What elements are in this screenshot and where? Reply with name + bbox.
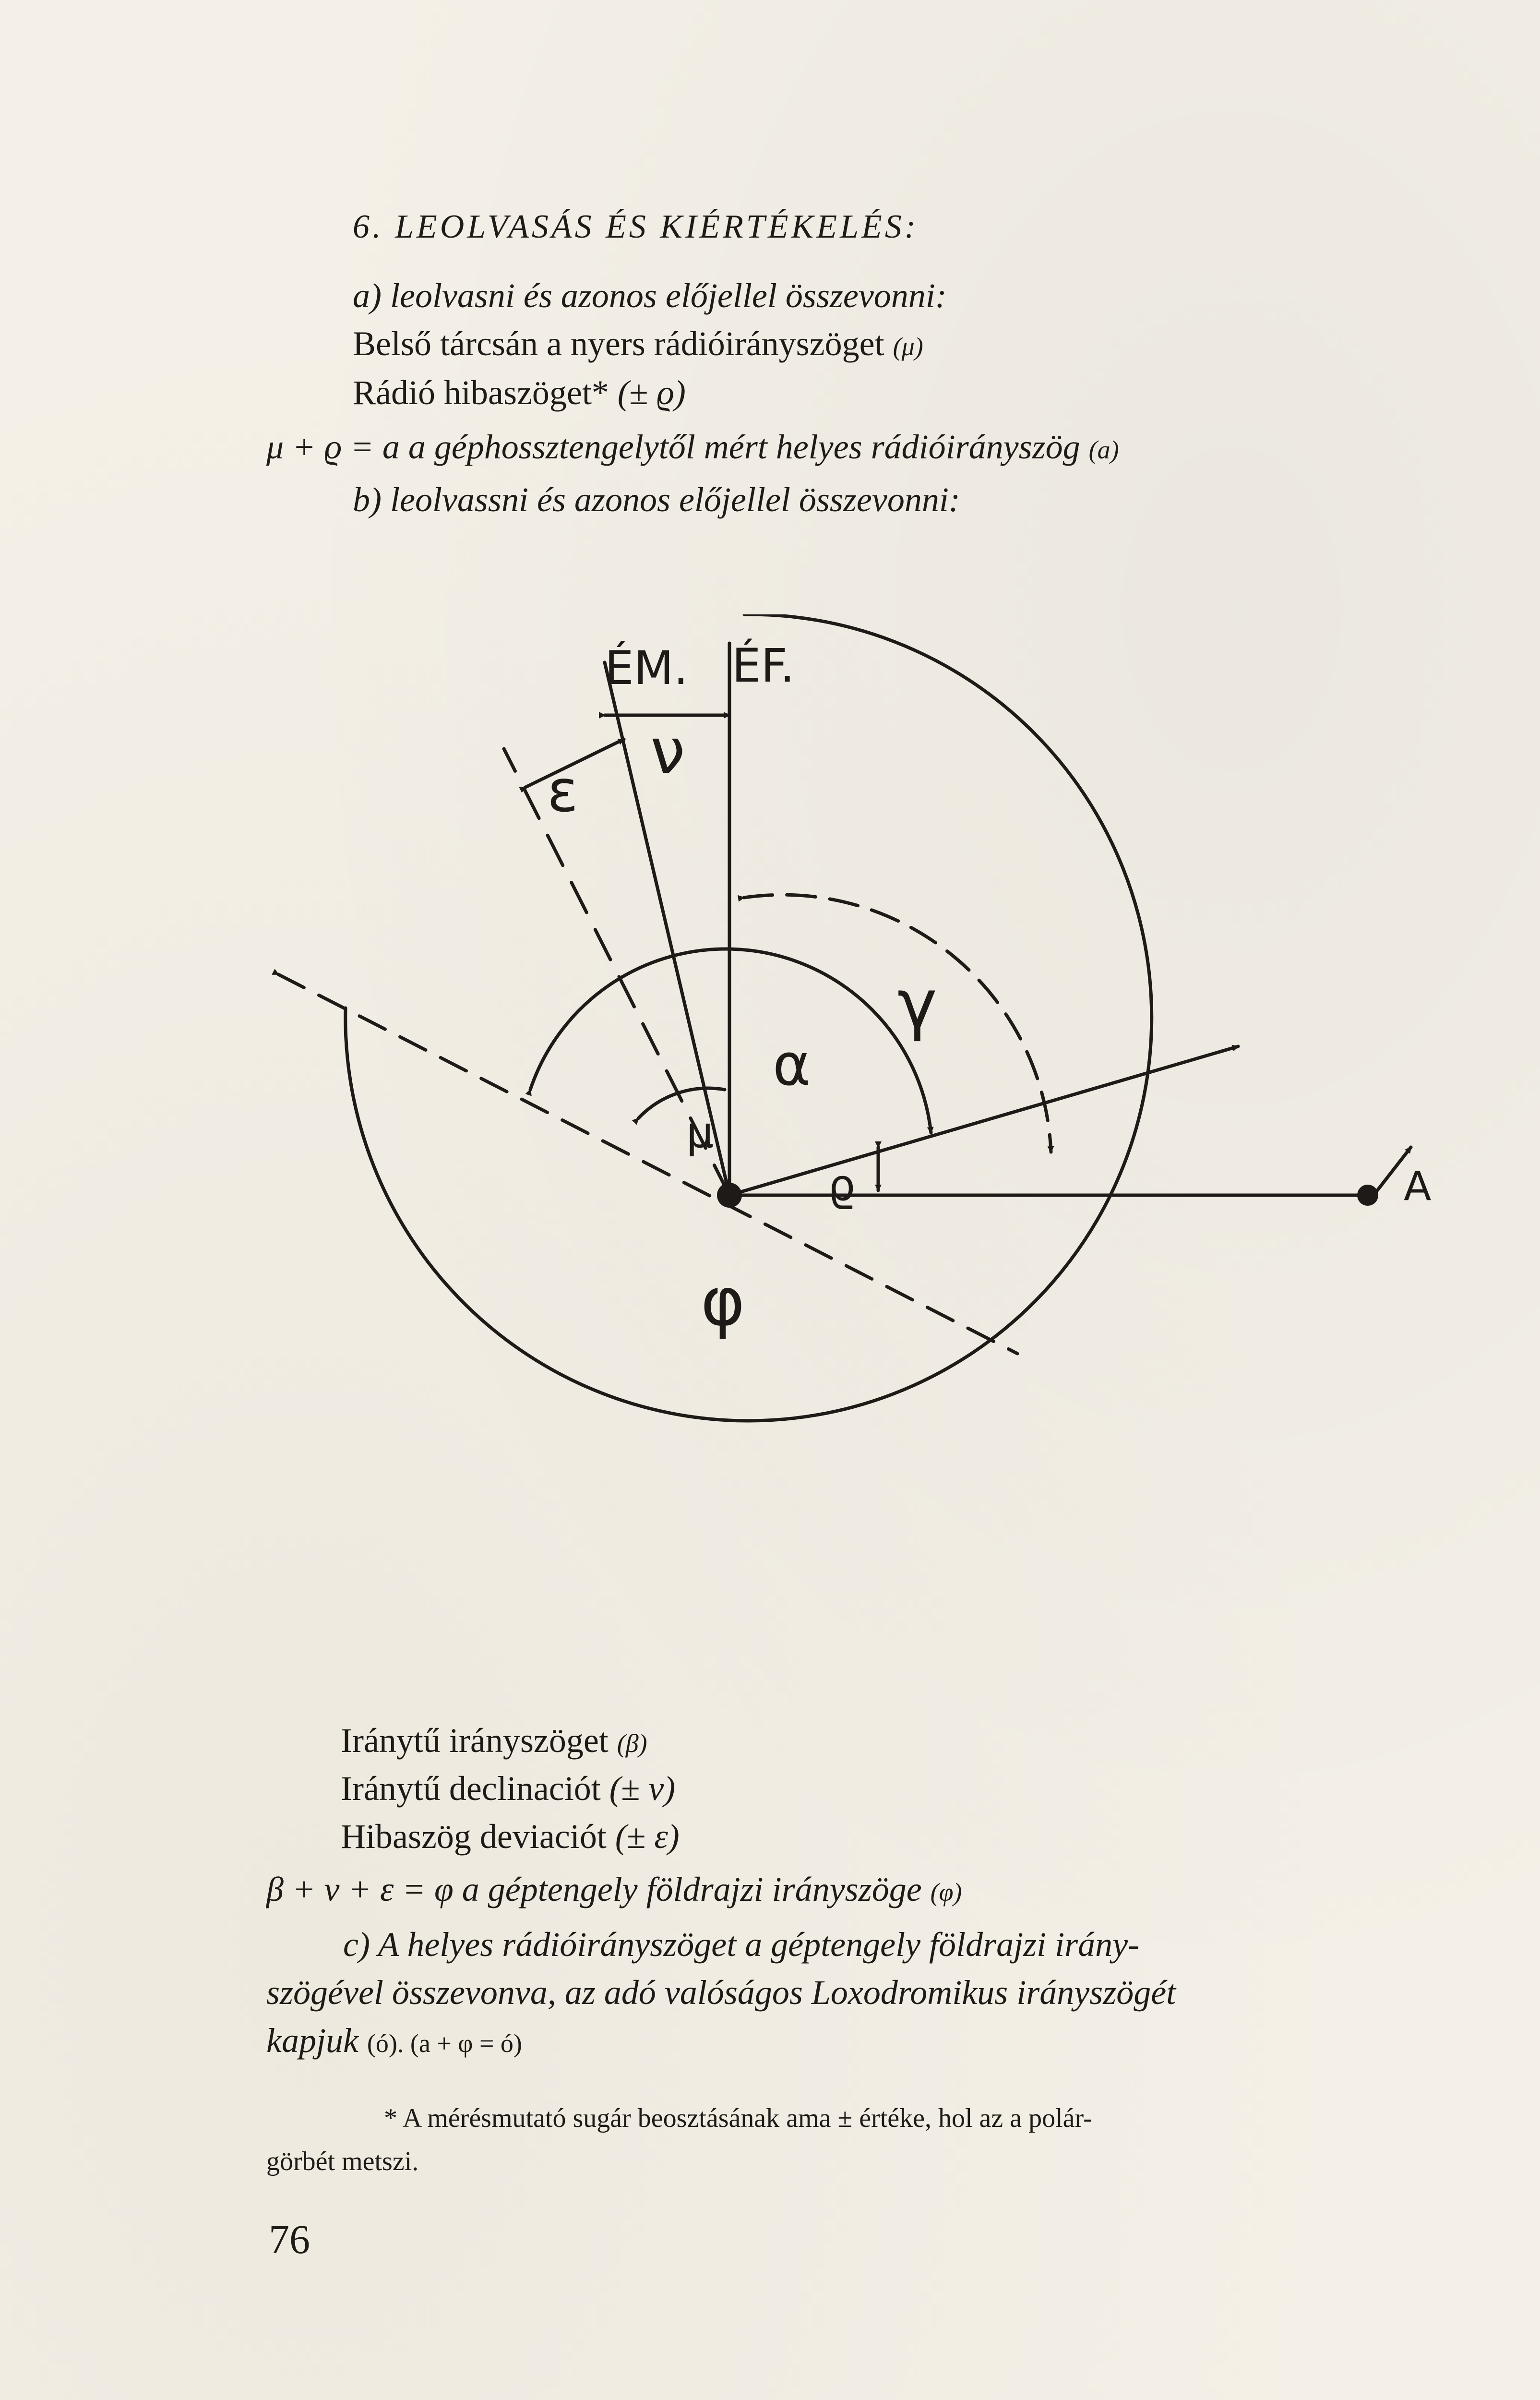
section-c-kapjuk: kapjuk [266, 2021, 358, 2060]
label-rho: ϱ [828, 1160, 856, 1211]
formula-phi-text: a géptengely földrajzi irányszöge [462, 1870, 922, 1908]
section-c-line3 [266, 2023, 522, 2058]
radio-error-line [353, 375, 686, 410]
deviation-symbol: (± ε) [615, 1817, 680, 1856]
radio-bearing-line [353, 326, 923, 361]
label-gamma: γ [897, 965, 937, 1044]
formula-a [266, 430, 1119, 464]
formula-phi-lhs: β + v + ε = φ [266, 1870, 454, 1908]
footnote-line1: * A mérésmutató sugár beosztásának ama ± értéke, hol az a polár- [384, 2103, 1092, 2133]
station-point [1357, 1185, 1378, 1206]
label-nu: ν [650, 715, 685, 788]
compass-bearing-line [341, 1723, 647, 1758]
compass-bearing-symbol: (β) [617, 1729, 647, 1758]
label-em: ÉM. [605, 641, 688, 695]
section-a-intro: a) leolvasni és azonos előjellel összevonni: [353, 276, 947, 315]
radio-bearing-symbol: (μ) [893, 332, 923, 361]
label-a: A [1404, 1163, 1432, 1210]
section-c-formula: (ó). (a + φ = ó) [367, 2029, 522, 2058]
bearing-diagram [259, 614, 1459, 1670]
compass-bearing-text: Iránytű irányszöget [341, 1721, 609, 1760]
formula-a-text: a géphossztengelytől mért helyes rádióirányszög [408, 428, 1080, 466]
section-c-line1: c) A helyes rádióirányszöget a géptengely földrajzi irány- [343, 1925, 1140, 1964]
page-number: 76 [269, 2216, 310, 2262]
label-alpha: α [773, 1032, 811, 1099]
formula-phi [266, 1872, 962, 1907]
compass-declination-text: Iránytű declinaciót [341, 1769, 601, 1808]
outer-circle [346, 614, 1152, 1421]
deviation-line [341, 1819, 680, 1854]
section-c-line2: szögével összevonva, az adó valóságos Loxodromikus irányszögét [266, 1973, 1176, 2012]
label-mu: μ [686, 1107, 714, 1158]
label-epsilon: ε [547, 758, 578, 825]
compass-declination-symbol: (± v) [609, 1769, 676, 1808]
section-heading: 6. LEOLVASÁS ÉS KIÉRTÉKELÉS: [353, 208, 919, 245]
label-ef: ÉF. [732, 639, 795, 693]
label-phi: φ [701, 1263, 745, 1341]
formula-a-symbol: (a) [1088, 435, 1119, 464]
compass-declination-line [341, 1771, 675, 1806]
radio-error-symbol: (± ϱ) [617, 373, 686, 412]
deviation-text: Hibaszög deviaciót [341, 1817, 607, 1856]
formula-a-lhs: μ + ϱ = a [266, 428, 400, 466]
radio-bearing-text: Belső tárcsán a nyers rádióirányszöget [353, 324, 884, 363]
formula-phi-symbol: (φ) [930, 1878, 962, 1907]
section-b-intro: b) leolvassni és azonos előjellel összevonni: [353, 480, 960, 519]
radio-error-text: Rádió hibaszöget* [353, 373, 609, 412]
center-point [717, 1183, 742, 1208]
footnote-line2: görbét metszi. [266, 2147, 419, 2176]
